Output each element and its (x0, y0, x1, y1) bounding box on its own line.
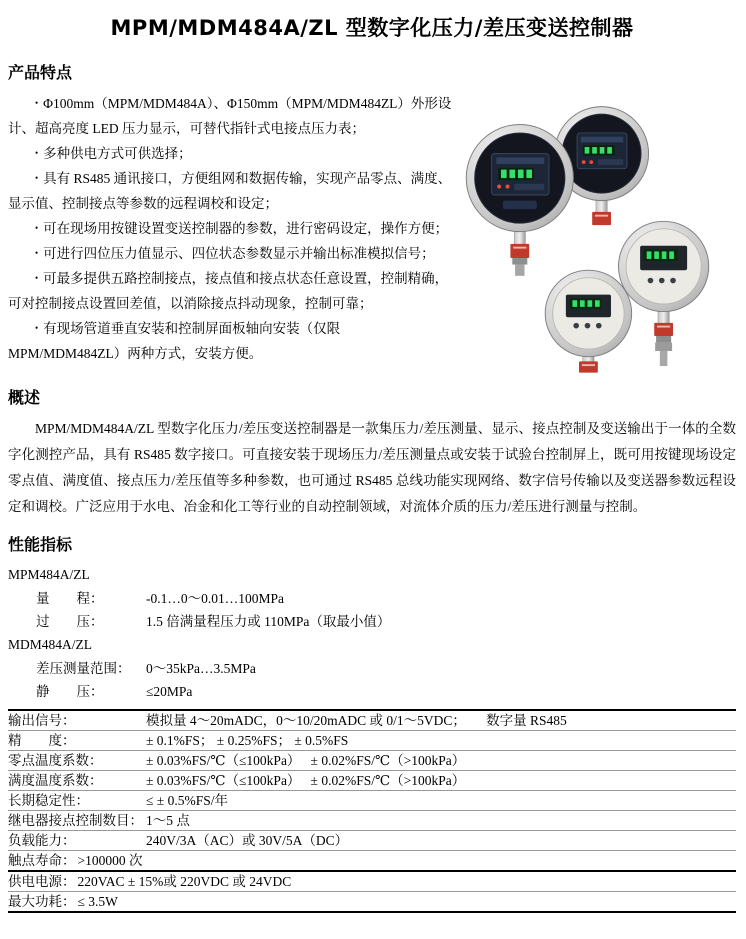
bullet-icon: • (35, 248, 39, 258)
spec-label: 量 程： (36, 591, 104, 606)
feature-item (8, 266, 454, 316)
pressure-gauge-light-1 (619, 221, 709, 366)
spec-label: 继电器接点控制数目： (8, 812, 143, 828)
spec-value: 220VAC ± 15%或 220VDC 或 24VDC (77, 873, 292, 889)
feature-text: 可在现场用按键设置变送控制器的参数，进行密码设定，操作方便； (43, 221, 449, 236)
spec-row-power-supply (8, 872, 736, 892)
spec-model2-title: MDM484A/ZL (8, 637, 92, 652)
spec-label: 最大功耗： (8, 893, 76, 909)
spec-table-power (8, 870, 736, 913)
spec-row-range (8, 587, 736, 610)
features-body (8, 91, 736, 373)
spec-value: ± 0.03%FS/℃（≤100kPa） ± 0.02%FS/℃（>100kPa） (146, 772, 466, 788)
feature-text: 具有 RS485 通讯接口，方便组网和数据传输，实现产品零点、满度、显示值、控制接点等参数的远程调校和设定； (8, 171, 452, 211)
bullet-icon: • (35, 273, 39, 283)
spec-row-output-signal (8, 711, 736, 731)
spec-value: 0～35kPa…3.5MPa (146, 661, 256, 676)
features-list (8, 91, 454, 366)
spec-value: 1.5 倍满量程压力或 110MPa（取最小值） (146, 614, 391, 629)
spec-label: 供电电源： (8, 873, 76, 889)
spec-row-relay-points (8, 811, 736, 831)
spec-value: ≤20MPa (146, 684, 193, 699)
spec-label: 负载能力： (8, 832, 76, 848)
section-specs (8, 532, 736, 913)
spec-value: ± 0.1%FS； ± 0.25%FS； ± 0.5%FS (146, 732, 349, 748)
section-features (8, 60, 736, 373)
feature-item (8, 141, 454, 166)
feature-item (8, 91, 454, 141)
specs-heading: 性能指标 (8, 535, 73, 554)
feature-text: 有现场管道垂直安装和控制屏面板轴向安装（仅限 MPM/MDM484ZL）两种方式，安装方便。 (8, 321, 341, 361)
spec-value: ≤ ± 0.5%FS/年 (146, 792, 228, 808)
spec-label: 输出信号： (8, 712, 76, 728)
spec-value: 模拟量 4～20mADC，0～10/20mADC 或 0/1～5VDC； 数字量 RS485 (146, 712, 567, 728)
spec-value: 240V/3A（AC）或 30V/5A（DC） (146, 832, 349, 848)
features-heading: 产品特点 (8, 63, 73, 82)
bullet-icon: • (35, 223, 39, 233)
spec-row-zero-temp-coeff (8, 751, 736, 771)
feature-item (8, 241, 454, 266)
spec-table-main (8, 709, 736, 870)
bullet-icon: • (35, 173, 39, 183)
spec-row-stability (8, 791, 736, 811)
spec-label: 静 压： (36, 684, 104, 699)
pressure-gauge-light-2 (545, 270, 631, 372)
feature-text: 多种供电方式可供选择； (43, 146, 192, 161)
spec-row-accuracy (8, 731, 736, 751)
spec-label: 差压测量范围： (36, 661, 131, 676)
spec-label: 长期稳定性： (8, 792, 89, 808)
page-title: MPM/MDM484A/ZL 型数字化压力/差压变送控制器 (110, 16, 634, 40)
spec-value: ± 0.03%FS/℃（≤100kPa） ± 0.02%FS/℃（>100kPa） (146, 752, 466, 768)
spec-value: -0.1…0～0.01…100MPa (146, 591, 284, 606)
spec-label: 触点寿命： (8, 852, 76, 868)
spec-model1-title: MPM484A/ZL (8, 567, 90, 582)
spec-row-static-pressure (8, 680, 736, 703)
bullet-icon: • (35, 148, 39, 158)
spec-row-load-capacity (8, 831, 736, 851)
spec-value: 1～5 点 (146, 812, 190, 828)
section-overview (8, 385, 736, 520)
feature-text: 可最多提供五路控制接点，接点值和接点状态任意设置，控制精确，可对控制接点设置回差值，以消除接点抖动现象，控制可靠； (8, 271, 449, 311)
spec-row-max-power (8, 892, 736, 911)
spec-label: 过 压： (36, 614, 104, 629)
bullet-icon: • (35, 323, 39, 333)
product-photo-illustration (454, 95, 736, 373)
spec-label: 零点温度系数： (8, 752, 103, 768)
spec-value: ≤ 3.5W (77, 893, 118, 909)
pressure-gauge-dark-1 (466, 124, 573, 275)
feature-item (8, 216, 454, 241)
bullet-icon: • (35, 98, 39, 108)
overview-text: MPM/MDM484A/ZL 型数字化压力/差压变送控制器是一款集压力/差压测量、显示、接点控制及变送输出于一体的全数字化测控产品，具有 RS485 数字接口。可直接安装于现场压力/差压测量点或安装于试验台控制屏上，既可用按键现场设定零点值、满度值、接点压力/差压值等多种参数，也可通过 RS485 总线功能实现网络、数字信号传输以及变送器参数远程设定和调校。广泛应用于水电、冶金和化工等行业的自动控制领域，对流体介质的压力/差压进行测量与控制。 (8, 421, 736, 514)
spec-value: >100000 次 (77, 852, 143, 868)
overview-heading: 概述 (8, 388, 41, 407)
feature-item (8, 166, 454, 216)
spec-row-dp-range (8, 657, 736, 680)
spec-label: 精 度： (8, 732, 76, 748)
feature-item (8, 316, 454, 366)
feature-text: 可进行四位压力值显示、四位状态参数显示并输出标准模拟信号； (43, 246, 435, 261)
spec-row-contact-life (8, 851, 736, 870)
feature-text: Φ100mm（MPM/MDM484A）、Φ150mm（MPM/MDM484ZL）外形设计、超高亮度 LED 压力显示，可替代指针式电接点压力表； (8, 96, 452, 136)
product-photo (454, 91, 736, 373)
spec-label: 满度温度系数： (8, 772, 103, 788)
spec-row-overpressure (8, 610, 736, 633)
spec-row-span-temp-coeff (8, 771, 736, 791)
